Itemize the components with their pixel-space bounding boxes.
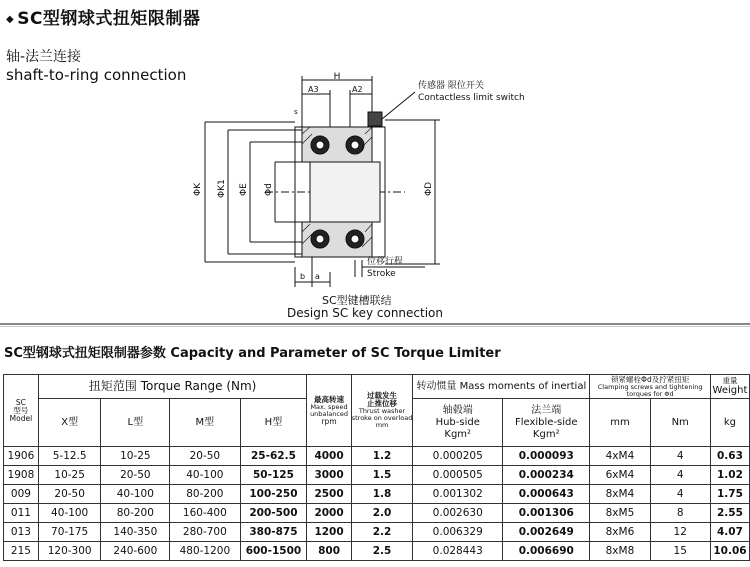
label-k: ΦK bbox=[193, 183, 203, 196]
label-h: H bbox=[333, 72, 341, 82]
cell-torque-l: 140-350 bbox=[101, 523, 170, 542]
cell-speed: 2000 bbox=[307, 504, 351, 523]
cell-clamp-torque: 4 bbox=[650, 466, 710, 485]
cell-torque-l: 80-200 bbox=[101, 504, 170, 523]
cell-torque-m: 20-50 bbox=[170, 447, 240, 466]
cell-clamp-screw: 8xM8 bbox=[590, 542, 650, 561]
shaft-bore bbox=[310, 162, 380, 222]
cell-inertia-flex: 0.002649 bbox=[503, 523, 590, 542]
cell-clamp-screw: 8xM4 bbox=[590, 485, 650, 504]
cell-inertia-flex: 0.001306 bbox=[503, 504, 590, 523]
label-k1: ΦK1 bbox=[217, 179, 227, 198]
header-inertia: 转动惯量 Mass moments of inertial bbox=[413, 375, 590, 399]
page-title-text: SC型钢球式扭矩限制器 bbox=[17, 9, 201, 29]
cell-torque-m: 160-400 bbox=[170, 504, 240, 523]
header-thrust: 过载发生 止推位移 Thrust washer stroke on overload mm bbox=[351, 375, 413, 447]
cell-torque-m: 480-1200 bbox=[170, 542, 240, 561]
header-weight: 重量 Weight bbox=[710, 375, 749, 399]
cell-speed: 2500 bbox=[307, 485, 351, 504]
cell-torque-h: 25-62.5 bbox=[240, 447, 307, 466]
header-clamp-nm: Nm bbox=[650, 399, 710, 447]
page-title bbox=[6, 4, 200, 29]
header-weight-unit: kg bbox=[710, 399, 749, 447]
table-row bbox=[4, 542, 750, 561]
label-b: b bbox=[300, 272, 306, 281]
torque-limiter-drawing bbox=[190, 72, 560, 322]
divider bbox=[0, 323, 750, 325]
cell-model: 215 bbox=[4, 542, 39, 561]
cell-inertia-hub: 0.000505 bbox=[413, 466, 503, 485]
cell-weight: 10.06 bbox=[710, 542, 749, 561]
cell-clamp-torque: 4 bbox=[650, 485, 710, 504]
cell-clamp-screw: 8xM5 bbox=[590, 504, 650, 523]
cell-stroke: 1.5 bbox=[351, 466, 413, 485]
cell-weight: 1.75 bbox=[710, 485, 749, 504]
spec-table bbox=[3, 374, 750, 561]
cell-speed: 3000 bbox=[307, 466, 351, 485]
table-row bbox=[4, 485, 750, 504]
cell-torque-x: 40-100 bbox=[38, 504, 101, 523]
cell-torque-h: 100-250 bbox=[240, 485, 307, 504]
subtitle-en: shaft-to-ring connection bbox=[6, 66, 187, 84]
cell-torque-x: 20-50 bbox=[38, 485, 101, 504]
cell-speed: 1200 bbox=[307, 523, 351, 542]
cell-torque-h: 380-875 bbox=[240, 523, 307, 542]
cell-torque-m: 280-700 bbox=[170, 523, 240, 542]
cell-torque-x: 120-300 bbox=[38, 542, 101, 561]
label-a2: A2 bbox=[352, 85, 363, 94]
cell-clamp-screw: 4xM4 bbox=[590, 447, 650, 466]
header-h: H型 bbox=[240, 399, 307, 447]
sensor-leader bbox=[382, 92, 415, 119]
cell-model: 009 bbox=[4, 485, 39, 504]
label-s: s bbox=[294, 108, 298, 116]
caption-en: Design SC key connection bbox=[287, 306, 443, 320]
subtitle-cn: 轴-法兰连接 bbox=[6, 49, 82, 65]
section-title: SC型钢球式扭矩限制器参数 Capacity and Parameter of SC Torque Limiter bbox=[4, 346, 501, 361]
table-row bbox=[4, 447, 750, 466]
table-row bbox=[4, 504, 750, 523]
label-d-big: ΦD bbox=[424, 181, 434, 196]
cell-weight: 0.63 bbox=[710, 447, 749, 466]
stroke-label-en: Stroke bbox=[367, 269, 396, 279]
header-hub: 轴毂端 Hub-side Kgm² bbox=[413, 399, 503, 447]
sensor-label-en: Contactless limit switch bbox=[418, 93, 525, 103]
header-flex: 法兰端 Flexible-side Kgm² bbox=[503, 399, 590, 447]
cell-torque-m: 40-100 bbox=[170, 466, 240, 485]
label-a: a bbox=[315, 272, 320, 281]
cell-speed: 4000 bbox=[307, 447, 351, 466]
caption-cn: SC型键槽联结 bbox=[322, 294, 392, 307]
header-m: M型 bbox=[170, 399, 240, 447]
stroke-label-cn: 位移行程 bbox=[367, 257, 404, 267]
cell-inertia-hub: 0.001302 bbox=[413, 485, 503, 504]
bullet-icon: ◆ bbox=[6, 13, 15, 25]
cell-weight: 4.07 bbox=[710, 523, 749, 542]
sensor-body bbox=[368, 112, 382, 126]
cell-stroke: 1.8 bbox=[351, 485, 413, 504]
cell-clamp-torque: 4 bbox=[650, 447, 710, 466]
header-torque-range: 扭矩范围 Torque Range (Nm) bbox=[38, 375, 307, 399]
divider-thin bbox=[0, 326, 750, 327]
cell-stroke: 1.2 bbox=[351, 447, 413, 466]
cell-inertia-hub: 0.000205 bbox=[413, 447, 503, 466]
spec-table-body bbox=[4, 447, 750, 561]
cell-torque-l: 40-100 bbox=[101, 485, 170, 504]
cell-speed: 800 bbox=[307, 542, 351, 561]
cell-inertia-flex: 0.000234 bbox=[503, 466, 590, 485]
cell-model: 1906 bbox=[4, 447, 39, 466]
cell-inertia-hub: 0.002630 bbox=[413, 504, 503, 523]
header-clamp-mm: mm bbox=[590, 399, 650, 447]
cell-inertia-hub: 0.006329 bbox=[413, 523, 503, 542]
cell-stroke: 2.5 bbox=[351, 542, 413, 561]
cell-clamp-torque: 15 bbox=[650, 542, 710, 561]
cell-torque-l: 20-50 bbox=[101, 466, 170, 485]
cell-clamp-screw: 8xM6 bbox=[590, 523, 650, 542]
cell-model: 011 bbox=[4, 504, 39, 523]
header-x: X型 bbox=[38, 399, 101, 447]
cell-inertia-flex: 0.000093 bbox=[503, 447, 590, 466]
cell-clamp-torque: 8 bbox=[650, 504, 710, 523]
header-model: SC 型号 Model bbox=[4, 375, 39, 447]
cell-stroke: 2.0 bbox=[351, 504, 413, 523]
cell-torque-m: 80-200 bbox=[170, 485, 240, 504]
cell-inertia-flex: 0.006690 bbox=[503, 542, 590, 561]
header-speed: 最高转速 Max. speed unbalanced rpm bbox=[307, 375, 351, 447]
cell-torque-x: 70-175 bbox=[38, 523, 101, 542]
cell-torque-h: 600-1500 bbox=[240, 542, 307, 561]
table-row bbox=[4, 466, 750, 485]
cell-weight: 1.02 bbox=[710, 466, 749, 485]
header-clamp: 锁紧螺栓Φd及拧紧扭矩 Clamping screws and tightening torques for Φd bbox=[590, 375, 711, 399]
cell-stroke: 2.2 bbox=[351, 523, 413, 542]
cell-model: 1908 bbox=[4, 466, 39, 485]
table-row bbox=[4, 523, 750, 542]
cell-inertia-flex: 0.000643 bbox=[503, 485, 590, 504]
cell-clamp-screw: 6xM4 bbox=[590, 466, 650, 485]
header-l: L型 bbox=[101, 399, 170, 447]
cell-inertia-hub: 0.028443 bbox=[413, 542, 503, 561]
cell-torque-l: 10-25 bbox=[101, 447, 170, 466]
cell-model: 013 bbox=[4, 523, 39, 542]
cell-weight: 2.55 bbox=[710, 504, 749, 523]
label-a3: A3 bbox=[308, 85, 319, 94]
cell-torque-h: 200-500 bbox=[240, 504, 307, 523]
cell-torque-h: 50-125 bbox=[240, 466, 307, 485]
cell-clamp-torque: 12 bbox=[650, 523, 710, 542]
cell-torque-x: 10-25 bbox=[38, 466, 101, 485]
label-d-small: Φd bbox=[264, 183, 274, 196]
cell-torque-x: 5-12.5 bbox=[38, 447, 101, 466]
sensor-label-cn: 传感器 限位开关 bbox=[418, 81, 484, 91]
cell-torque-l: 240-600 bbox=[101, 542, 170, 561]
label-e: ΦE bbox=[239, 183, 249, 196]
